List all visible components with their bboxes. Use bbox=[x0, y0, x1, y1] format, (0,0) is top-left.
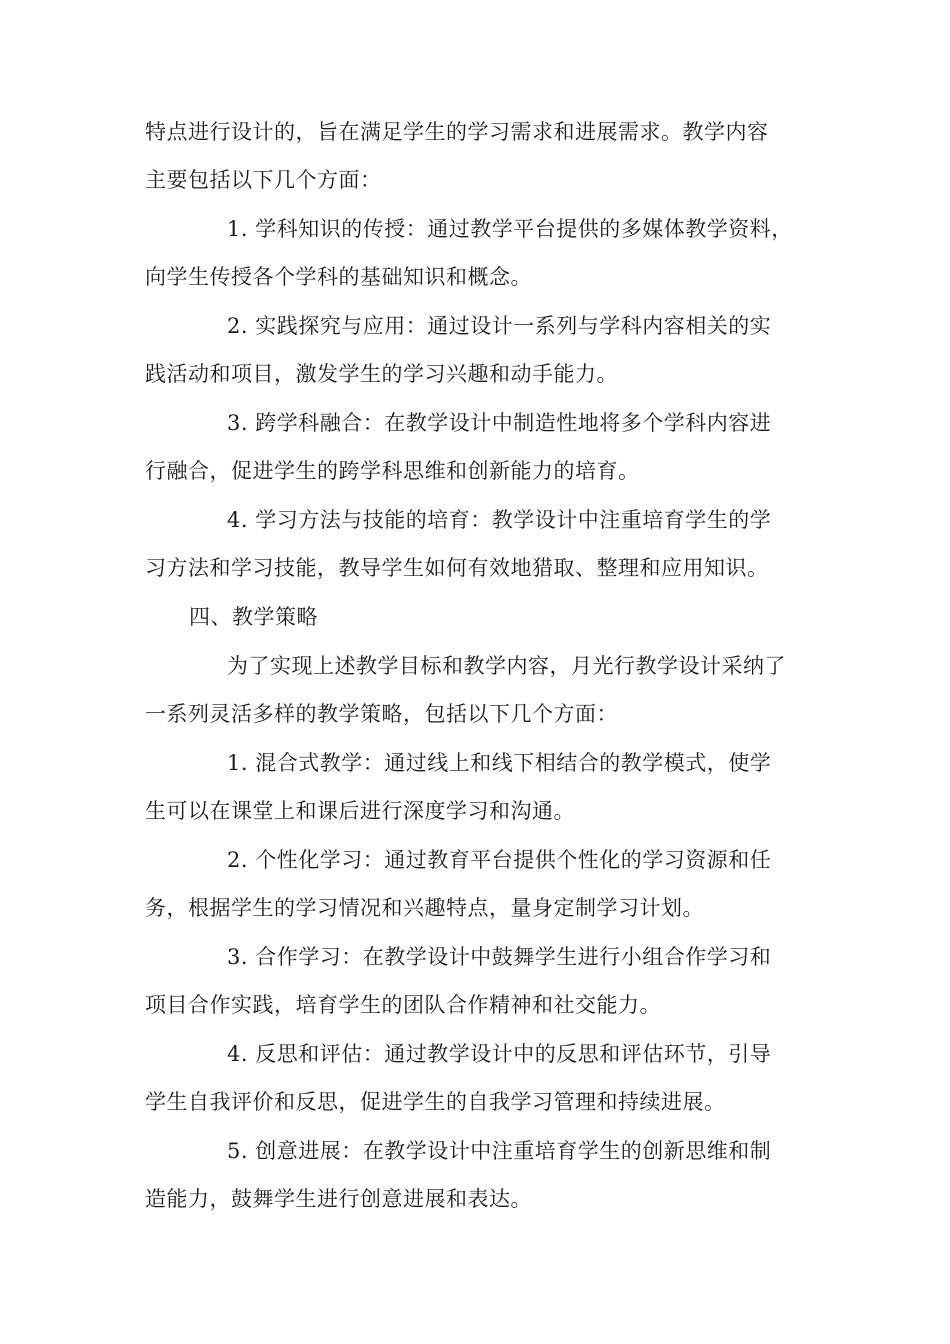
paragraph-line: 践活动和项目，激发学生的学习兴趣和动手能力。 bbox=[145, 362, 618, 386]
paragraph-line: 为了实现上述教学目标和教学内容，月光行教学设计采纳了 bbox=[227, 654, 786, 678]
heading-text: 四、教学策略 bbox=[189, 605, 318, 629]
paragraph-line: 4. 反思和评估：通过教学设计中的反思和评估环节，引导 bbox=[227, 1042, 772, 1066]
paragraph-line: 3. 跨学科融合：在教学设计中制造性地将多个学科内容进 bbox=[227, 411, 772, 435]
paragraph-line: 4. 学习方法与技能的培育：教学设计中注重培育学生的学 bbox=[227, 508, 772, 532]
paragraph bbox=[145, 933, 805, 1029]
section-heading bbox=[145, 593, 805, 641]
paragraph-line: 习方法和学习技能，教导学生如何有效地猎取、整理和应用知识。 bbox=[145, 556, 769, 580]
paragraph bbox=[145, 836, 805, 932]
paragraph-line: 一系列灵活多样的教学策略，包括以下几个方面： bbox=[145, 702, 618, 726]
paragraph-line: 主要包括以下几个方面： bbox=[145, 168, 382, 192]
paragraph-line: 行融合，促进学生的跨学科思维和创新能力的培育。 bbox=[145, 459, 640, 483]
document-body bbox=[145, 108, 805, 1224]
paragraph bbox=[145, 739, 805, 835]
paragraph bbox=[145, 205, 805, 301]
paragraph bbox=[145, 302, 805, 398]
paragraph-line: 向学生传授各个学科的基础知识和概念。 bbox=[145, 265, 532, 289]
paragraph-line: 3. 合作学习：在教学设计中鼓舞学生进行小组合作学习和 bbox=[227, 945, 772, 969]
paragraph-line: 学生自我评价和反思，促进学生的自我学习管理和持续进展。 bbox=[145, 1090, 726, 1114]
paragraph-line: 1. 学科知识的传授：通过教学平台提供的多媒体教学资料， bbox=[227, 217, 793, 241]
paragraph bbox=[145, 1030, 805, 1126]
paragraph bbox=[145, 496, 805, 592]
paragraph bbox=[145, 642, 805, 738]
paragraph-line: 2. 个性化学习：通过教育平台提供个性化的学习资源和任 bbox=[227, 848, 772, 872]
paragraph-line: 项目合作实践，培育学生的团队合作精神和社交能力。 bbox=[145, 993, 661, 1017]
paragraph bbox=[145, 108, 805, 204]
paragraph-line: 生可以在课堂上和课后进行深度学习和沟通。 bbox=[145, 799, 575, 823]
paragraph-line: 特点进行设计的，旨在满足学生的学习需求和进展需求。教学内容 bbox=[145, 120, 769, 144]
paragraph bbox=[145, 1127, 805, 1223]
paragraph-line: 1. 混合式教学：通过线上和线下相结合的教学模式，使学 bbox=[227, 751, 772, 775]
paragraph-line: 造能力，鼓舞学生进行创意进展和表达。 bbox=[145, 1187, 532, 1211]
paragraph-line: 务，根据学生的学习情况和兴趣特点，量身定制学习计划。 bbox=[145, 896, 704, 920]
paragraph-line: 2. 实践探究与应用：通过设计一系列与学科内容相关的实 bbox=[227, 314, 772, 338]
paragraph-line: 5. 创意进展：在教学设计中注重培育学生的创新思维和制 bbox=[227, 1139, 772, 1163]
paragraph bbox=[145, 399, 805, 495]
